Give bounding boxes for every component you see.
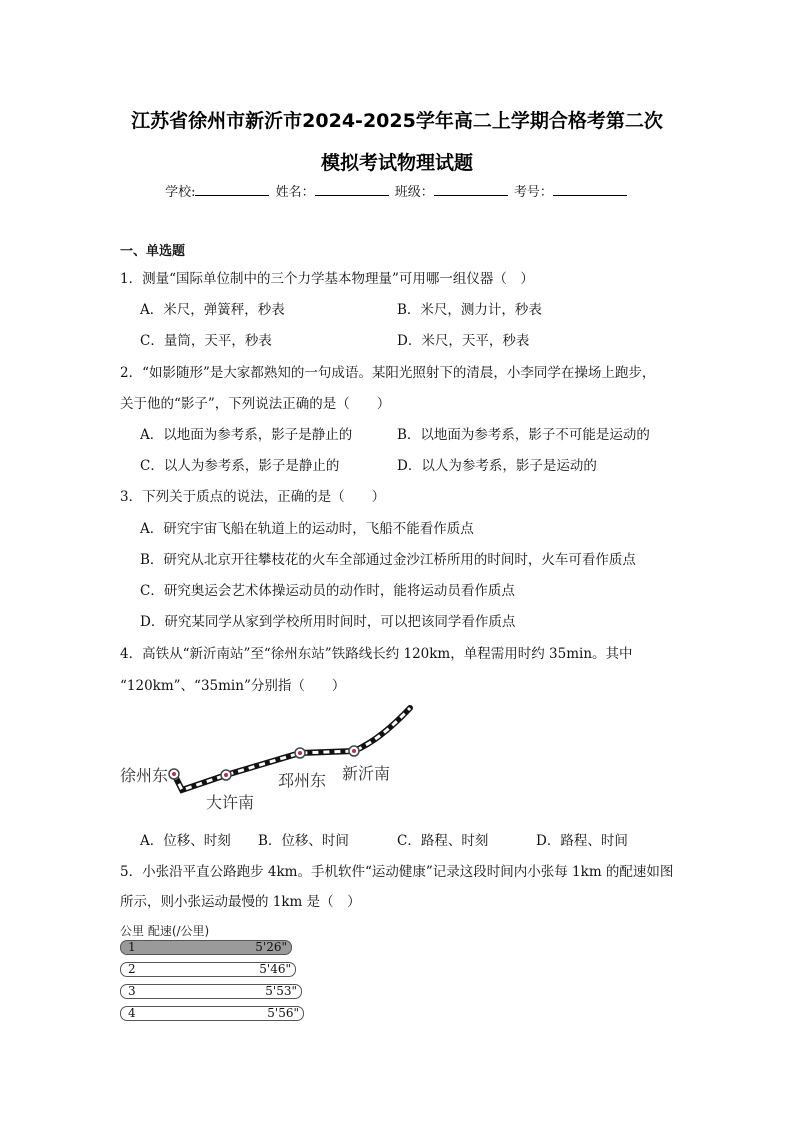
q3-option-a[interactable]: A．研究宇宙飞船在轨道上的运动时，飞船不能看作质点	[140, 521, 474, 537]
exam-number-blank[interactable]	[553, 183, 627, 196]
question-3-stem: 3．下列关于质点的说法，正确的是（ ）	[120, 489, 386, 505]
pace-row-1	[120, 940, 292, 955]
station-marker-xuzhoudong	[169, 769, 179, 779]
section-heading: 一、单选题	[120, 244, 186, 259]
exam-title-line2: 模拟考试物理试题	[320, 152, 473, 174]
station-marker-pizhoudong	[295, 748, 305, 758]
student-info-row	[0, 181, 794, 200]
pace-chart-header: 公里 配速(/公里)	[120, 924, 210, 938]
q2-option-a[interactable]: A．以地面为参考系，影子是静止的	[140, 427, 353, 443]
station-label-xinyinan: 新沂南	[342, 764, 391, 783]
question-5-stem-line2: 所示，则小张运动最慢的 1km 是（ ）	[120, 894, 361, 910]
station-marker-daxunan	[221, 770, 231, 780]
question-1-stem: 1．测量“国际单位制中的三个力学基本物理量”可用哪一组仪器（ ）	[120, 271, 534, 287]
pace-row-4	[120, 1006, 304, 1021]
station-label-xuzhoudong: 徐州东	[120, 766, 169, 785]
pace-value-4: 5'56"	[267, 1006, 299, 1020]
q1-option-b[interactable]: B．米尺，测力计，秒表	[397, 302, 542, 318]
pace-km-1: 1	[128, 940, 136, 954]
pace-row-3	[120, 984, 302, 999]
q2-option-d[interactable]: D．以人为参考系，影子是运动的	[397, 458, 597, 474]
exam-title-line1: 江苏省徐州市新沂市2024-2025学年高二上学期合格考第二次	[131, 110, 663, 132]
q2-option-c[interactable]: C．以人为参考系，影子是静止的	[140, 458, 340, 474]
pace-km-3: 3	[128, 984, 136, 998]
q3-option-d[interactable]: D．研究某同学从家到学校所用时间时，可以把该同学看作质点	[140, 614, 516, 630]
name-blank[interactable]	[315, 183, 389, 196]
pace-value-2: 5'46"	[259, 962, 291, 976]
question-4-stem-line1: 4．高铁从“新沂南站”至“徐州东站”铁路线长约 120km，单程需用时约 35min。其中	[120, 646, 633, 662]
q4-option-a[interactable]: A．位移、时刻	[140, 833, 231, 849]
q4-option-c[interactable]: C．路程、时刻	[397, 833, 489, 849]
q3-option-c[interactable]: C．研究奥运会艺术体操运动员的动作时，能将运动员看作质点	[140, 583, 515, 599]
question-2-stem-line1: 2．“如影随形”是大家都熟知的一句成语。某阳光照射下的清晨，小李同学在操场上跑步，	[120, 365, 656, 381]
station-label-pizhoudong: 邳州东	[278, 771, 327, 790]
school-blank[interactable]	[195, 183, 269, 196]
pace-row-2	[120, 962, 296, 977]
pace-value-1: 5'26"	[255, 940, 287, 954]
exam-number-label: 考号：	[513, 185, 553, 200]
q2-option-b[interactable]: B．以地面为参考系，影子不可能是运动的	[397, 427, 650, 443]
q1-option-d[interactable]: D．米尺，天平，秒表	[397, 333, 530, 349]
q1-option-a[interactable]: A．米尺，弹簧秤，秒表	[140, 302, 285, 318]
q4-option-b[interactable]: B．位移、时间	[258, 833, 349, 849]
class-label: 班级：	[394, 185, 434, 200]
station-label-daxunan: 大许南	[206, 793, 255, 812]
railway-map	[118, 704, 418, 820]
question-4-stem-line2: “120km”、“35min”分别指（ ）	[120, 678, 346, 694]
pace-km-4: 4	[128, 1006, 136, 1020]
pace-km-2: 2	[128, 962, 136, 976]
question-2-stem-line2: 关于他的“影子”，下列说法正确的是（ ）	[120, 396, 391, 412]
q1-option-c[interactable]: C．量筒，天平，秒表	[140, 333, 272, 349]
name-label: 姓名：	[275, 185, 315, 200]
class-blank[interactable]	[434, 183, 508, 196]
station-marker-xinyinan	[349, 746, 359, 756]
q3-option-b[interactable]: B．研究从北京开往攀枝花的火车全部通过金沙江桥所用的时间时，火车可看作质点	[140, 552, 636, 568]
pace-chart	[120, 922, 304, 1028]
q4-option-d[interactable]: D．路程、时间	[536, 833, 628, 849]
question-5-stem-line1: 5．小张沿平直公路跑步 4km。手机软件“运动健康”记录这段时间内小张每 1km 的配速如图	[120, 864, 674, 880]
pace-value-3: 5'53"	[265, 984, 297, 998]
school-label: 学校:	[165, 185, 196, 200]
